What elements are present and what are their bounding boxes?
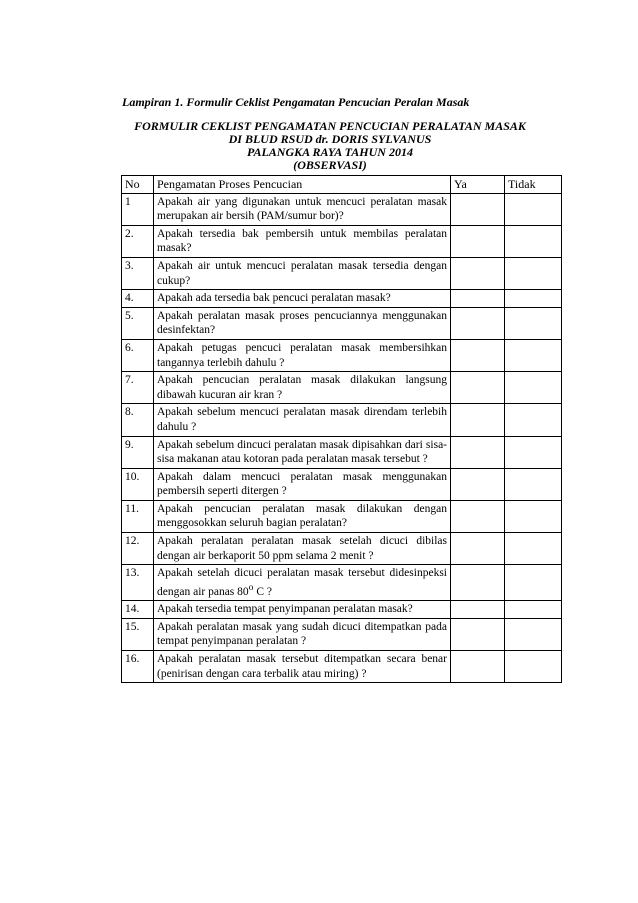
table-row [122, 193, 562, 225]
row-number: 16. [122, 651, 154, 683]
tidak-checkbox-cell[interactable] [505, 651, 562, 683]
ya-checkbox-cell[interactable] [451, 618, 505, 650]
form-heading [110, 120, 550, 172]
tidak-checkbox-cell[interactable] [505, 533, 562, 565]
ya-checkbox-cell[interactable] [451, 468, 505, 500]
table-header-row [122, 176, 562, 194]
table-row [122, 500, 562, 532]
row-number: 2. [122, 225, 154, 257]
table-row [122, 257, 562, 289]
row-number: 14. [122, 601, 154, 619]
table-row [122, 307, 562, 339]
tidak-checkbox-cell[interactable] [505, 339, 562, 371]
row-number: 1 [122, 193, 154, 225]
ya-checkbox-cell[interactable] [451, 565, 505, 601]
tidak-checkbox-cell[interactable] [505, 436, 562, 468]
ya-checkbox-cell[interactable] [451, 372, 505, 404]
ya-checkbox-cell[interactable] [451, 436, 505, 468]
ya-checkbox-cell[interactable] [451, 225, 505, 257]
heading-line-1: FORMULIR CEKLIST PENGAMATAN PENCUCIAN PERALATAN MASAK [134, 119, 526, 133]
table-row [122, 651, 562, 683]
tidak-checkbox-cell[interactable] [505, 290, 562, 308]
table-row [122, 436, 562, 468]
table-row [122, 225, 562, 257]
tidak-checkbox-cell[interactable] [505, 193, 562, 225]
row-question: Apakah peralatan masak tersebut ditempatkan secara benar (penirisan dengan cara terbalik atau miring) ? [154, 651, 451, 683]
ya-checkbox-cell[interactable] [451, 651, 505, 683]
tidak-checkbox-cell[interactable] [505, 601, 562, 619]
ya-checkbox-cell[interactable] [451, 257, 505, 289]
row-question: Apakah petugas pencuci peralatan masak membersihkan tangannya terlebih dahulu ? [154, 339, 451, 371]
row-number: 13. [122, 565, 154, 601]
tidak-checkbox-cell[interactable] [505, 468, 562, 500]
table-row [122, 618, 562, 650]
tidak-checkbox-cell[interactable] [505, 618, 562, 650]
row-number: 10. [122, 468, 154, 500]
row-question: Apakah pencucian peralatan masak dilakukan langsung dibawah kucuran air kran ? [154, 372, 451, 404]
appendix-caption: Lampiran 1. Formulir Ceklist Pengamatan Pencucian Peralan Masak [122, 95, 470, 109]
header-no: No [122, 176, 154, 194]
row-number: 5. [122, 307, 154, 339]
tidak-checkbox-cell[interactable] [505, 257, 562, 289]
row-question: Apakah peralatan peralatan masak setelah dicuci dibilas dengan air berkaporit 50 ppm selama 2 menit ? [154, 533, 451, 565]
table-row [122, 565, 562, 601]
tidak-checkbox-cell[interactable] [505, 307, 562, 339]
heading-line-2: DI BLUD RSUD dr. DORIS SYLVANUS [228, 132, 432, 146]
row-question: Apakah peralatan masak yang sudah dicuci ditempatkan pada tempat penyimpanan peralatan ? [154, 618, 451, 650]
ya-checkbox-cell[interactable] [451, 193, 505, 225]
ya-checkbox-cell[interactable] [451, 290, 505, 308]
ya-checkbox-cell[interactable] [451, 500, 505, 532]
observation-checklist-table [121, 175, 562, 683]
table-row [122, 290, 562, 308]
table-row [122, 372, 562, 404]
row-number: 11. [122, 500, 154, 532]
row-question: Apakah sebelum mencuci peralatan masak direndam terlebih dahulu ? [154, 404, 451, 436]
question-text: Apakah setelah dicuci peralatan masak tersebut didesinpeksi dengan air panas 80 [157, 567, 447, 598]
row-number: 6. [122, 339, 154, 371]
table-row [122, 468, 562, 500]
row-question [154, 565, 451, 601]
header-ya: Ya [451, 176, 505, 194]
tidak-checkbox-cell[interactable] [505, 565, 562, 601]
tidak-checkbox-cell[interactable] [505, 225, 562, 257]
ya-checkbox-cell[interactable] [451, 307, 505, 339]
row-number: 3. [122, 257, 154, 289]
heading-line-3: PALANGKA RAYA TAHUN 2014 [247, 145, 413, 159]
header-question: Pengamatan Proses Pencucian [154, 176, 451, 194]
row-number: 8. [122, 404, 154, 436]
row-question: Apakah sebelum dincuci peralatan masak dipisahkan dari sisa-sisa makanan atau kotoran pada peralatan masak tersebut ? [154, 436, 451, 468]
row-question: Apakah tersedia tempat penyimpanan peralatan masak? [154, 601, 451, 619]
table-row [122, 601, 562, 619]
row-number: 9. [122, 436, 154, 468]
ya-checkbox-cell[interactable] [451, 339, 505, 371]
row-question: Apakah peralatan masak proses pencuciannya menggunakan desinfektan? [154, 307, 451, 339]
question-text-tail: C ? [253, 585, 272, 598]
row-number: 12. [122, 533, 154, 565]
row-question: Apakah pencucian peralatan masak dilakukan dengan menggosokkan seluruh bagian peralatan? [154, 500, 451, 532]
tidak-checkbox-cell[interactable] [505, 372, 562, 404]
tidak-checkbox-cell[interactable] [505, 500, 562, 532]
heading-line-4: (OBSERVASI) [293, 158, 367, 172]
row-question: Apakah air untuk mencuci peralatan masak tersedia dengan cukup? [154, 257, 451, 289]
degree-superscript: o [248, 581, 254, 593]
row-number: 7. [122, 372, 154, 404]
header-tidak: Tidak [505, 176, 562, 194]
table-row [122, 339, 562, 371]
row-question: Apakah air yang digunakan untuk mencuci peralatan masak merupakan air bersih (PAM/sumur bor)? [154, 193, 451, 225]
checklist-body [122, 193, 562, 683]
table-row [122, 533, 562, 565]
row-question: Apakah tersedia bak pembersih untuk membilas peralatan masak? [154, 225, 451, 257]
ya-checkbox-cell[interactable] [451, 601, 505, 619]
row-question: Apakah dalam mencuci peralatan masak menggunakan pembersih seperti ditergen ? [154, 468, 451, 500]
row-number: 4. [122, 290, 154, 308]
ya-checkbox-cell[interactable] [451, 404, 505, 436]
table-row [122, 404, 562, 436]
tidak-checkbox-cell[interactable] [505, 404, 562, 436]
row-question: Apakah ada tersedia bak pencuci peralatan masak? [154, 290, 451, 308]
row-number: 15. [122, 618, 154, 650]
ya-checkbox-cell[interactable] [451, 533, 505, 565]
